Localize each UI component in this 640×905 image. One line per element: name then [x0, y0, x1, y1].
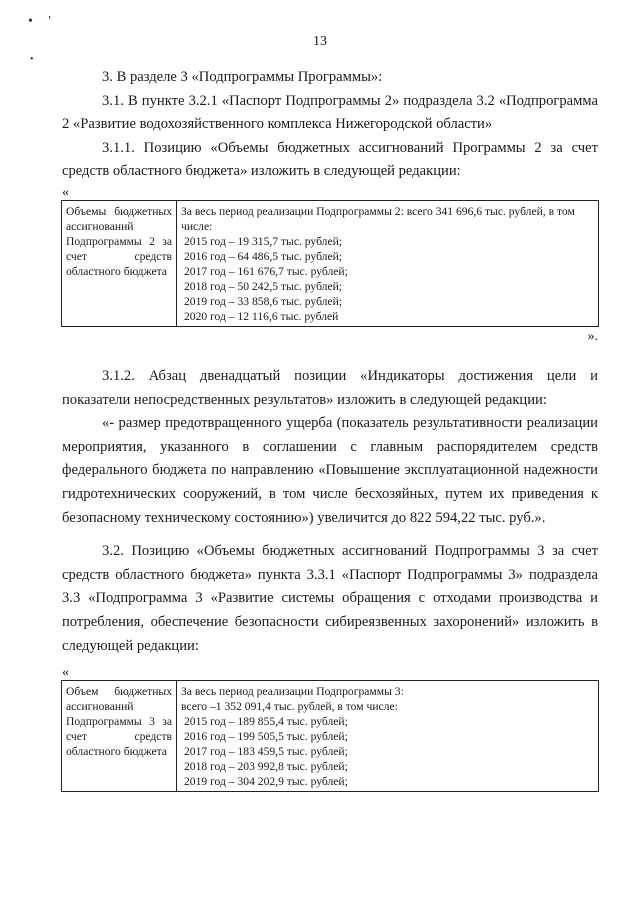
- table-value-cell: [177, 681, 599, 792]
- table-row: [62, 200, 599, 326]
- table-intro: За весь период реализации Подпрограммы 2: всего 341 696,6 тыс. рублей, в том числе:: [181, 204, 575, 233]
- quote-open-2: «: [62, 665, 69, 681]
- year-line: 2019 год – 304 202,9 тыс. рублей;: [184, 775, 348, 789]
- table-intro: всего –1 352 091,4 тыс. рублей, в том числе:: [181, 700, 398, 714]
- page-number: 13: [313, 34, 327, 49]
- scan-marks: • ': [28, 14, 57, 29]
- year-line: 2015 год – 189 855,4 тыс. рублей;: [184, 715, 348, 729]
- year-line: 2019 год – 33 858,6 тыс. рублей;: [184, 294, 343, 308]
- table-intro: За весь период реализации Подпрограммы 3:: [181, 685, 404, 699]
- year-line: 2017 год – 183 459,5 тыс. рублей;: [184, 745, 348, 759]
- paragraph-3-2: 3.2. Позицию «Объемы бюджетных ассигнований Подпрограммы 3 за счет средств областного бюджета» пункта 3.3.1 «Паспорт Подпрограммы 3» подраздела 3.3 «Подпрограмма 3 «Развитие системы обращения с отходами производства и потребления, обеспечение безопасности сибиреязвенных захоронений» изложить в следующей редакции:: [62, 543, 598, 654]
- quote-open-1: «: [62, 184, 69, 200]
- budget-table-subprogram-3: [61, 680, 599, 792]
- year-line: 2020 год – 12 116,6 тыс. рублей: [184, 309, 339, 323]
- document-body: [62, 66, 598, 792]
- year-line: 2017 год – 161 676,7 тыс. рублей;: [184, 264, 348, 278]
- quote-close-1: ».: [587, 328, 598, 344]
- table-row: [62, 681, 599, 792]
- year-line: 2018 год – 50 242,5 тыс. рублей;: [184, 279, 343, 293]
- year-line: 2018 год – 203 992,8 тыс. рублей;: [184, 760, 348, 774]
- scan-mark: •: [30, 54, 34, 65]
- budget-table-subprogram-2: [61, 200, 599, 327]
- paragraph-3-1-1: 3.1.1. Позицию «Объемы бюджетных ассигнований Программы 2 за счет средств областного бюджета» изложить в следующей редакции:: [62, 139, 598, 180]
- year-line: 2015 год – 19 315,7 тыс. рублей;: [184, 234, 343, 248]
- table-value-cell: [177, 200, 599, 326]
- year-line: 2016 год – 64 486,5 тыс. рублей;: [184, 249, 343, 263]
- paragraph-3-1-2: 3.1.2. Абзац двенадцатый позиции «Индикаторы достижения цели и показатели непосредственных результатов» изложить в следующей редакции:: [62, 367, 598, 408]
- table-label-cell: Объем бюджетных ассигнований Подпрограммы 3 за счет средств областного бюджета: [62, 681, 177, 792]
- table-label-cell: Объемы бюджетных ассигнований Подпрограммы 2 за счет средств областного бюджета: [62, 200, 177, 326]
- year-line: 2016 год – 199 505,5 тыс. рублей;: [184, 730, 348, 744]
- paragraph-indicator-text: «- размер предотвращенного ущерба (показатель результативности реализации мероприятия, указанного в соглашении с главным распорядителем средств федерального бюджета по направлению «Повышение эксплуатационной надежности гидротехнических сооружений, в том числе бесхозяйных, путем их приведения к безопасному техническому состоянию») увеличится до 822 594,22 тыс. руб.».: [62, 415, 598, 526]
- paragraph-3-1: 3.1. В пункте 3.2.1 «Паспорт Подпрограммы 2» подраздела 3.2 «Подпрограмма 2 «Развитие водохозяйственного комплекса Нижегородской области»: [62, 92, 598, 133]
- paragraph-section-3: 3. В разделе 3 «Подпрограммы Программы»:: [102, 69, 383, 85]
